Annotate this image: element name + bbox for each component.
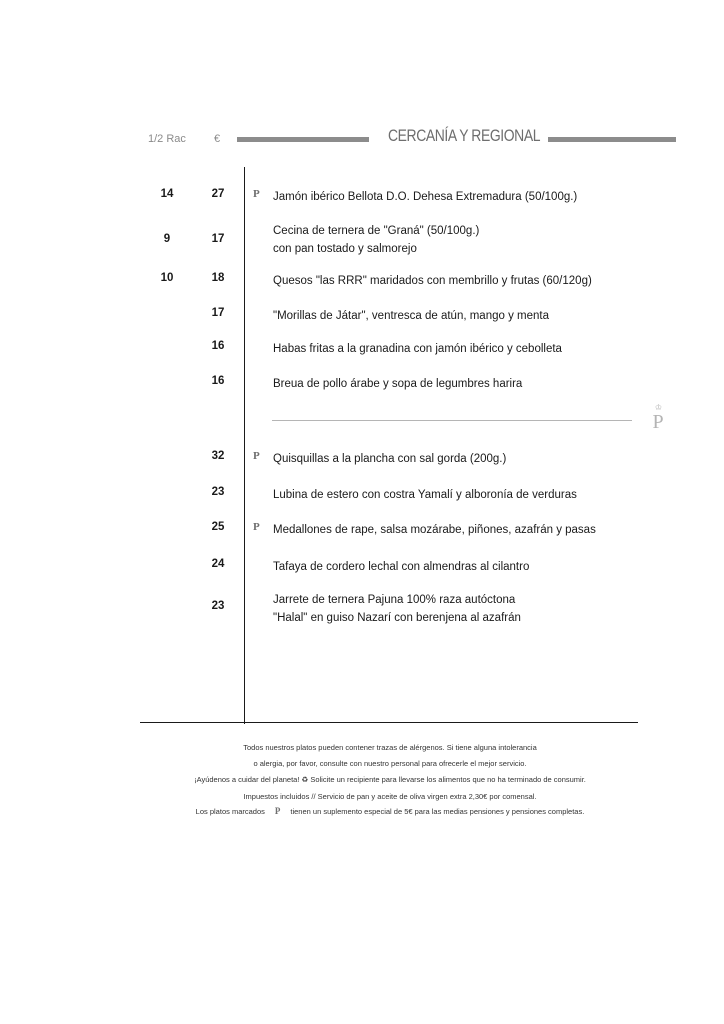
full-price: 24 <box>211 558 225 570</box>
allergen-note-continued: o alergia, por favor, consulte con nuestro personal para ofrecerle el mejor servicio. <box>253 759 527 768</box>
full-portion-header: € <box>214 133 221 145</box>
full-price: 25 <box>211 521 225 533</box>
supplement-marker-icon: P <box>253 521 260 533</box>
dish-description <box>273 272 592 290</box>
crown-icon: ♔ <box>654 403 662 412</box>
tax-service-note: Impuestos incluidos // Servicio de pan y aceite de oliva virgen extra 2,30€ por comensal. <box>243 792 537 801</box>
supplement-marker-icon: P <box>253 450 260 462</box>
supplement-note-end: tienen un suplemento especial de 5€ para las medias pensiones y pensiones completas. <box>290 807 585 816</box>
full-price: 23 <box>211 486 225 498</box>
allergen-note: Todos nuestros platos pueden contener trazas de alérgenos. Si tiene alguna intolerancia <box>243 743 537 752</box>
supplement-note-start: Los platos marcados <box>195 807 265 816</box>
full-price: 32 <box>211 450 225 462</box>
full-price: 16 <box>211 340 225 352</box>
full-price: 16 <box>211 375 225 387</box>
full-price: 17 <box>211 233 225 245</box>
dish-line: Jamón ibérico Bellota D.O. Dehesa Extremadura (50/100g.) <box>273 191 578 203</box>
half-price: 10 <box>160 272 174 284</box>
dish-description <box>273 188 577 206</box>
full-price: 18 <box>211 272 225 284</box>
dish-description <box>273 450 506 468</box>
dish-line: Tafaya de cordero lechal con almendras al cilantro <box>273 561 530 573</box>
half-price: 9 <box>163 233 171 245</box>
dish-description <box>273 307 549 325</box>
dish-line: Quisquillas a la plancha con sal gorda (200g.) <box>273 453 507 465</box>
dish-description <box>273 558 529 576</box>
dish-description <box>273 521 596 539</box>
dish-description <box>273 591 521 627</box>
section-title: CERCANÍA Y REGIONAL <box>388 126 541 145</box>
dish-line: "Morillas de Játar", ventresca de atún, mango y menta <box>273 310 549 322</box>
header-rule-right <box>548 137 676 142</box>
supplement-note <box>120 806 660 816</box>
supplement-marker-icon: P <box>274 806 281 816</box>
full-price: 27 <box>211 188 225 200</box>
dish-line: Jarrete de ternera Pajuna 100% raza autóctona <box>273 594 516 606</box>
dish-line: Medallones de rape, salsa mozárabe, piñones, azafrán y pasas <box>273 524 596 536</box>
dish-line: Habas fritas a la granadina con jamón ibérico y cebolleta <box>273 343 562 355</box>
dish-line: Quesos "las RRR" maridados con membrillo y frutas (60/120g) <box>273 275 592 287</box>
full-price: 17 <box>211 307 225 319</box>
header-rule-left <box>237 137 369 142</box>
section-separator <box>272 420 632 421</box>
dish-line: Cecina de ternera de "Graná" (50/100g.) <box>273 225 480 237</box>
dish-description <box>273 340 562 358</box>
half-portion-header: 1/2 Rac <box>148 133 186 145</box>
menu-vertical-divider <box>244 167 245 724</box>
dish-description <box>273 486 577 504</box>
dish-line: Breua de pollo árabe y sopa de legumbres harira <box>273 378 523 390</box>
brand-logo-mark <box>645 404 671 432</box>
full-price: 23 <box>211 600 225 612</box>
half-price: 14 <box>160 188 174 200</box>
sustainability-note: ¡Ayúdenos a cuidar del planeta! ♻ Solicite un recipiente para llevarse los alimentos que no ha terminado de consumir. <box>194 775 586 784</box>
supplement-marker-icon: P <box>253 188 260 200</box>
dish-line: "Halal" en guiso Nazarí con berenjena al azafrán <box>273 612 521 624</box>
menu-bottom-rule <box>140 722 638 723</box>
dish-line: con pan tostado y salmorejo <box>273 243 417 255</box>
dish-description <box>273 375 522 393</box>
dish-line: Lubina de estero con costra Yamalí y alboronía de verduras <box>273 489 577 501</box>
dish-description <box>273 222 479 258</box>
logo-letter: P <box>652 411 664 433</box>
